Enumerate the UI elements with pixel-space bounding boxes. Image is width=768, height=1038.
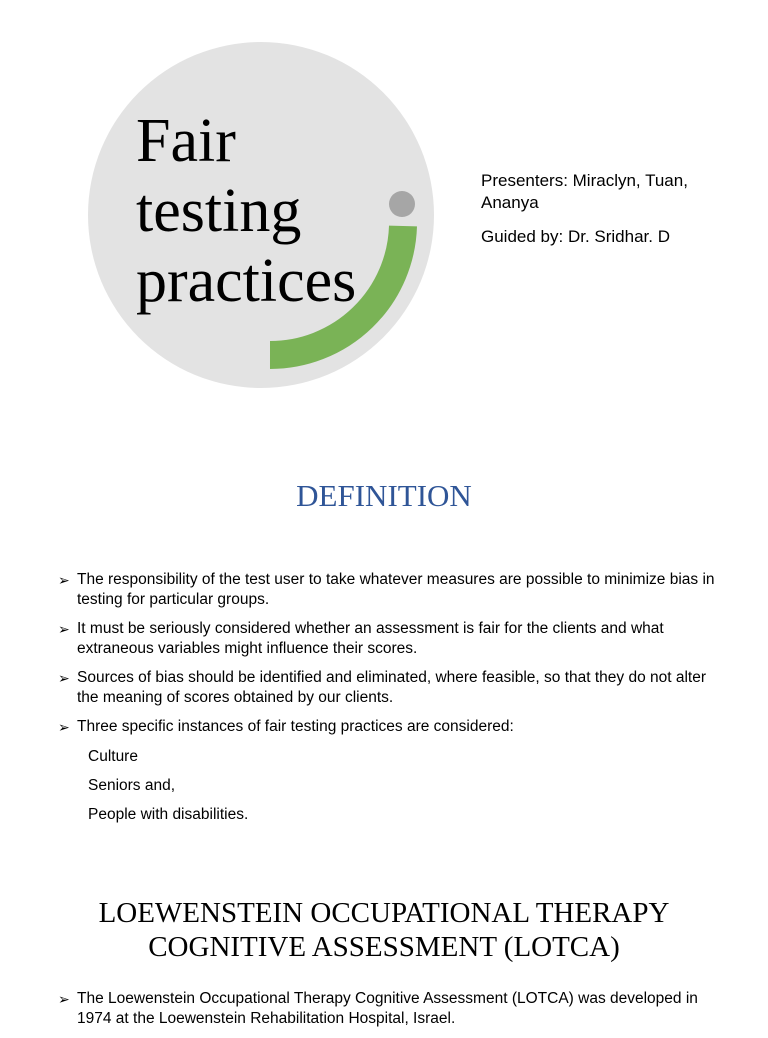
arrow-bullet-icon: ➢: [58, 991, 70, 1007]
instance-disabilities: People with disabilities.: [88, 806, 249, 823]
title-slide: [0, 0, 768, 430]
list-item: [58, 668, 718, 708]
lotca-heading-line-1: LOEWENSTEIN OCCUPATIONAL THERAPY: [98, 897, 670, 929]
definition-bullet-list: [58, 570, 718, 746]
title-line-1: Fair: [136, 107, 236, 175]
list-item: [58, 619, 718, 659]
arrow-bullet-icon: ➢: [58, 670, 70, 686]
lotca-bullet-list: [58, 989, 718, 1038]
bullet-text: It must be seriously considered whether an assessment is fair for the clients and what extraneous variables might influence their scores.: [77, 620, 664, 657]
title-line-2: testing: [136, 177, 302, 245]
arrow-bullet-icon: ➢: [58, 719, 70, 735]
gray-dot: [389, 191, 415, 217]
lotca-heading: [0, 896, 768, 964]
arrow-bullet-icon: ➢: [58, 621, 70, 637]
definition-heading: DEFINITION: [296, 478, 472, 513]
presenters-text: Presenters: Miraclyn, Tuan, Ananya: [481, 171, 688, 212]
bullet-text: The Loewenstein Occupational Therapy Cognitive Assessment (LOTCA) was developed in 1974 at the Loewenstein Rehabilitation Hospital, Israel.: [77, 990, 698, 1027]
bullet-text: Sources of bias should be identified and eliminated, where feasible, so that they do not alter the meaning of scores obtained by our clients.: [77, 669, 707, 706]
title-line-3: practices: [136, 247, 357, 315]
arrow-bullet-icon: ➢: [58, 572, 70, 588]
bullet-text: The responsibility of the test user to take whatever measures are possible to minimize bias in testing for particular groups.: [77, 571, 715, 608]
instance-culture: Culture: [88, 748, 138, 765]
slide-title: [136, 106, 356, 316]
decorative-arc-graphic: [0, 0, 768, 430]
lotca-heading-line-2: COGNITIVE ASSESSMENT (LOTCA): [148, 931, 620, 963]
list-item: [58, 989, 718, 1029]
list-item: [58, 717, 718, 737]
guided-by-text: Guided by: Dr. Sridhar. D: [481, 227, 670, 246]
instance-seniors: Seniors and,: [88, 777, 176, 794]
list-item: [58, 570, 718, 610]
bullet-text: Three specific instances of fair testing practices are considered:: [77, 718, 514, 735]
